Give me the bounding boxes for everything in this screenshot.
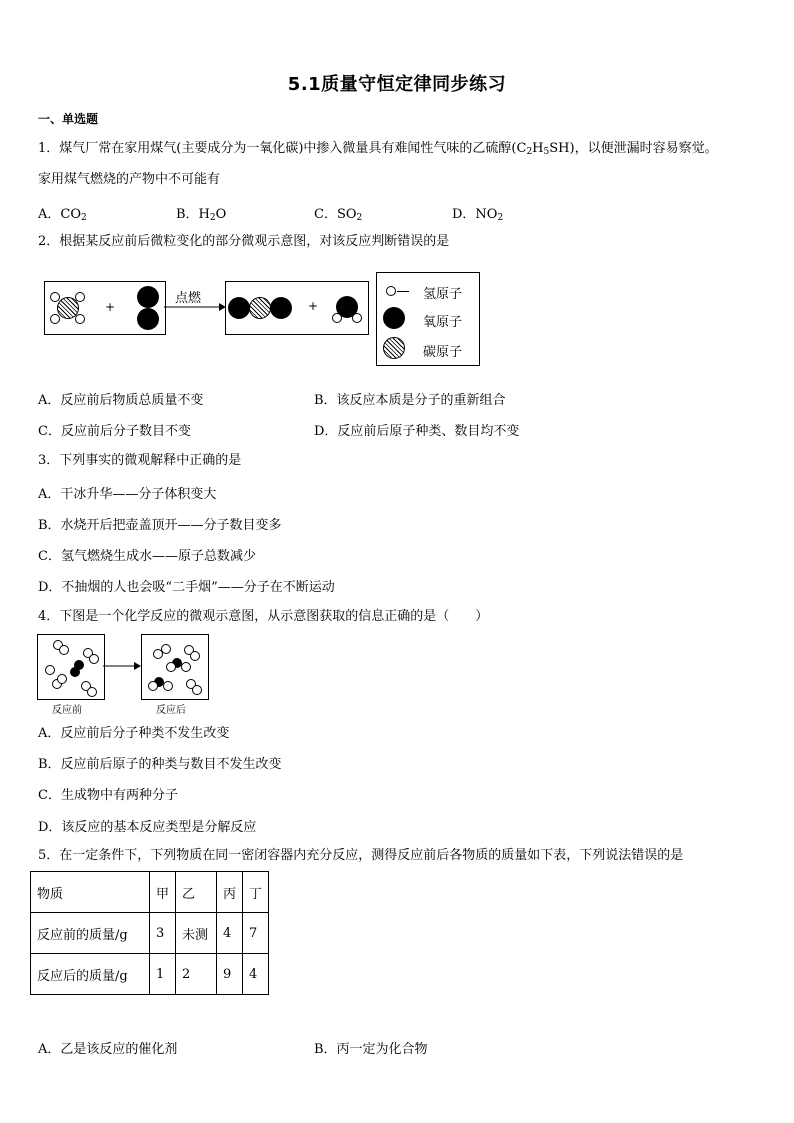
arrow-label: 点燃 <box>175 291 202 306</box>
table-header-row <box>31 872 269 913</box>
hydrogen-atom <box>45 665 55 675</box>
table-cell: 7 <box>243 913 269 954</box>
q5-option-a[interactable]: A．乙是该反应的催化剂 <box>38 1042 178 1057</box>
table-header: 乙 <box>176 872 217 913</box>
q2-option-a[interactable]: A．反应前后物质总质量不变 <box>38 393 204 408</box>
hydrogen-atom <box>352 313 362 323</box>
after-caption: 反应后 <box>156 705 186 716</box>
q1-stem-line1: 1．煤气厂常在家用煤气(主要成分为一氧化碳)中掺入微量具有难闻性气味的乙硫醇$(C_2H_5SH)$，以便泄漏时容易察觉。 <box>38 141 718 157</box>
plus-sign: + <box>105 300 116 314</box>
hydrogen-atom <box>332 313 342 323</box>
table-row <box>31 954 269 995</box>
oxygen-atom <box>137 286 159 308</box>
table-header: 丙 <box>217 872 243 913</box>
table-cell: 9 <box>217 954 243 995</box>
products-box <box>225 281 369 335</box>
q4-stem: 4．下图是一个化学反应的微观示意图，从示意图获取的信息正确的是（ ） <box>38 609 489 624</box>
hydrogen-atom <box>50 314 60 324</box>
hydrogen-atom <box>59 645 69 655</box>
table-row <box>31 913 269 954</box>
table-header: 物质 <box>31 872 150 913</box>
q2-stem: 2．根据某反应前后微粒变化的部分微观示意图，对该反应判断错误的是 <box>38 234 450 249</box>
q1-option-d[interactable]: D．$NO_2$ <box>452 207 504 223</box>
table-cell: 4 <box>217 913 243 954</box>
table-cell: 4 <box>243 954 269 995</box>
before-caption: 反应前 <box>52 705 82 716</box>
q4-option-b[interactable]: B．反应前后原子的种类与数目不发生改变 <box>38 757 282 772</box>
oxygen-atom <box>70 667 80 677</box>
after-box <box>141 634 209 700</box>
mass-table <box>30 871 269 995</box>
page-title: 5.1质量守恒定律同步练习 <box>287 74 507 95</box>
table-cell: 反应前的质量/g <box>31 913 150 954</box>
oxygen-atom <box>270 297 292 319</box>
oxygen-atom <box>228 297 250 319</box>
q1-option-c[interactable]: C．$SO_2$ <box>314 207 363 223</box>
q3-option-c[interactable]: C．氢气燃烧生成水——原子总数减少 <box>38 549 256 564</box>
q1-option-a[interactable]: A．$CO_2$ <box>38 207 87 223</box>
carbon-atom <box>249 297 271 319</box>
q2-option-d[interactable]: D．反应前后原子种类、数目均不变 <box>314 424 520 439</box>
hydrogen-atom <box>75 292 85 302</box>
q4-option-a[interactable]: A．反应前后分子种类不发生改变 <box>38 726 230 741</box>
oxygen-atom <box>137 308 159 330</box>
q4-option-d[interactable]: D．该反应的基本反应类型是分解反应 <box>38 820 257 835</box>
legend-hydrogen: 氢原子 <box>423 287 463 302</box>
hydrogen-atom <box>89 654 99 664</box>
before-box <box>37 634 105 700</box>
hydrogen-atom <box>57 674 67 684</box>
hydrogen-atom <box>166 662 176 672</box>
hydrogen-atom <box>181 662 191 672</box>
hydrogen-atom <box>161 644 171 654</box>
reactants-box <box>44 281 166 335</box>
q3-option-b[interactable]: B．水烧开后把壶盖顶开——分子数目变多 <box>38 518 282 533</box>
legend-box <box>376 272 480 366</box>
hydrogen-atom <box>190 651 200 661</box>
reaction-arrow-icon <box>103 661 141 671</box>
oxygen-atom <box>383 307 405 329</box>
hydrogen-atom <box>87 687 97 697</box>
table-header: 丁 <box>243 872 269 913</box>
table-cell: 2 <box>176 954 217 995</box>
hydrogen-atom <box>75 314 85 324</box>
q2-option-b[interactable]: B．该反应本质是分子的重新组合 <box>314 393 506 408</box>
carbon-atom <box>383 337 405 359</box>
hydrogen-atom <box>148 681 158 691</box>
bond-line <box>397 291 409 292</box>
section-heading: 一、单选题 <box>38 112 99 126</box>
q5-stem: 5．在一定条件下，下列物质在同一密闭容器内充分反应，测得反应前后各物质的质量如下表，下列说法错误的是 <box>38 848 684 863</box>
q3-stem: 3．下列事实的微观解释中正确的是 <box>38 453 242 468</box>
q3-option-d[interactable]: D．不抽烟的人也会吸“二手烟”——分子在不断运动 <box>38 580 335 595</box>
hydrogen-atom <box>386 286 396 296</box>
q2-option-c[interactable]: C．反应前后分子数目不变 <box>38 424 191 439</box>
plus-sign: + <box>308 299 319 313</box>
hydrogen-atom <box>192 685 202 695</box>
hydrogen-atom <box>163 681 173 691</box>
table-cell: 3 <box>150 913 176 954</box>
table-cell: 反应后的质量/g <box>31 954 150 995</box>
table-cell: 1 <box>150 954 176 995</box>
legend-carbon: 碳原子 <box>423 345 463 360</box>
q5-option-b[interactable]: B．丙一定为化合物 <box>314 1042 428 1057</box>
q4-option-c[interactable]: C．生成物中有两种分子 <box>38 788 178 803</box>
q1-option-b[interactable]: B．$H_2O$ <box>176 207 227 223</box>
q3-option-a[interactable]: A．干冰升华——分子体积变大 <box>38 487 217 502</box>
legend-oxygen: 氧原子 <box>423 315 463 330</box>
hydrogen-atom <box>50 292 60 302</box>
table-cell: 未测 <box>176 913 217 954</box>
reaction-arrow-icon <box>164 302 226 312</box>
table-header: 甲 <box>150 872 176 913</box>
q1-stem-line2: 家用煤气燃烧的产物中不可能有 <box>38 172 221 187</box>
